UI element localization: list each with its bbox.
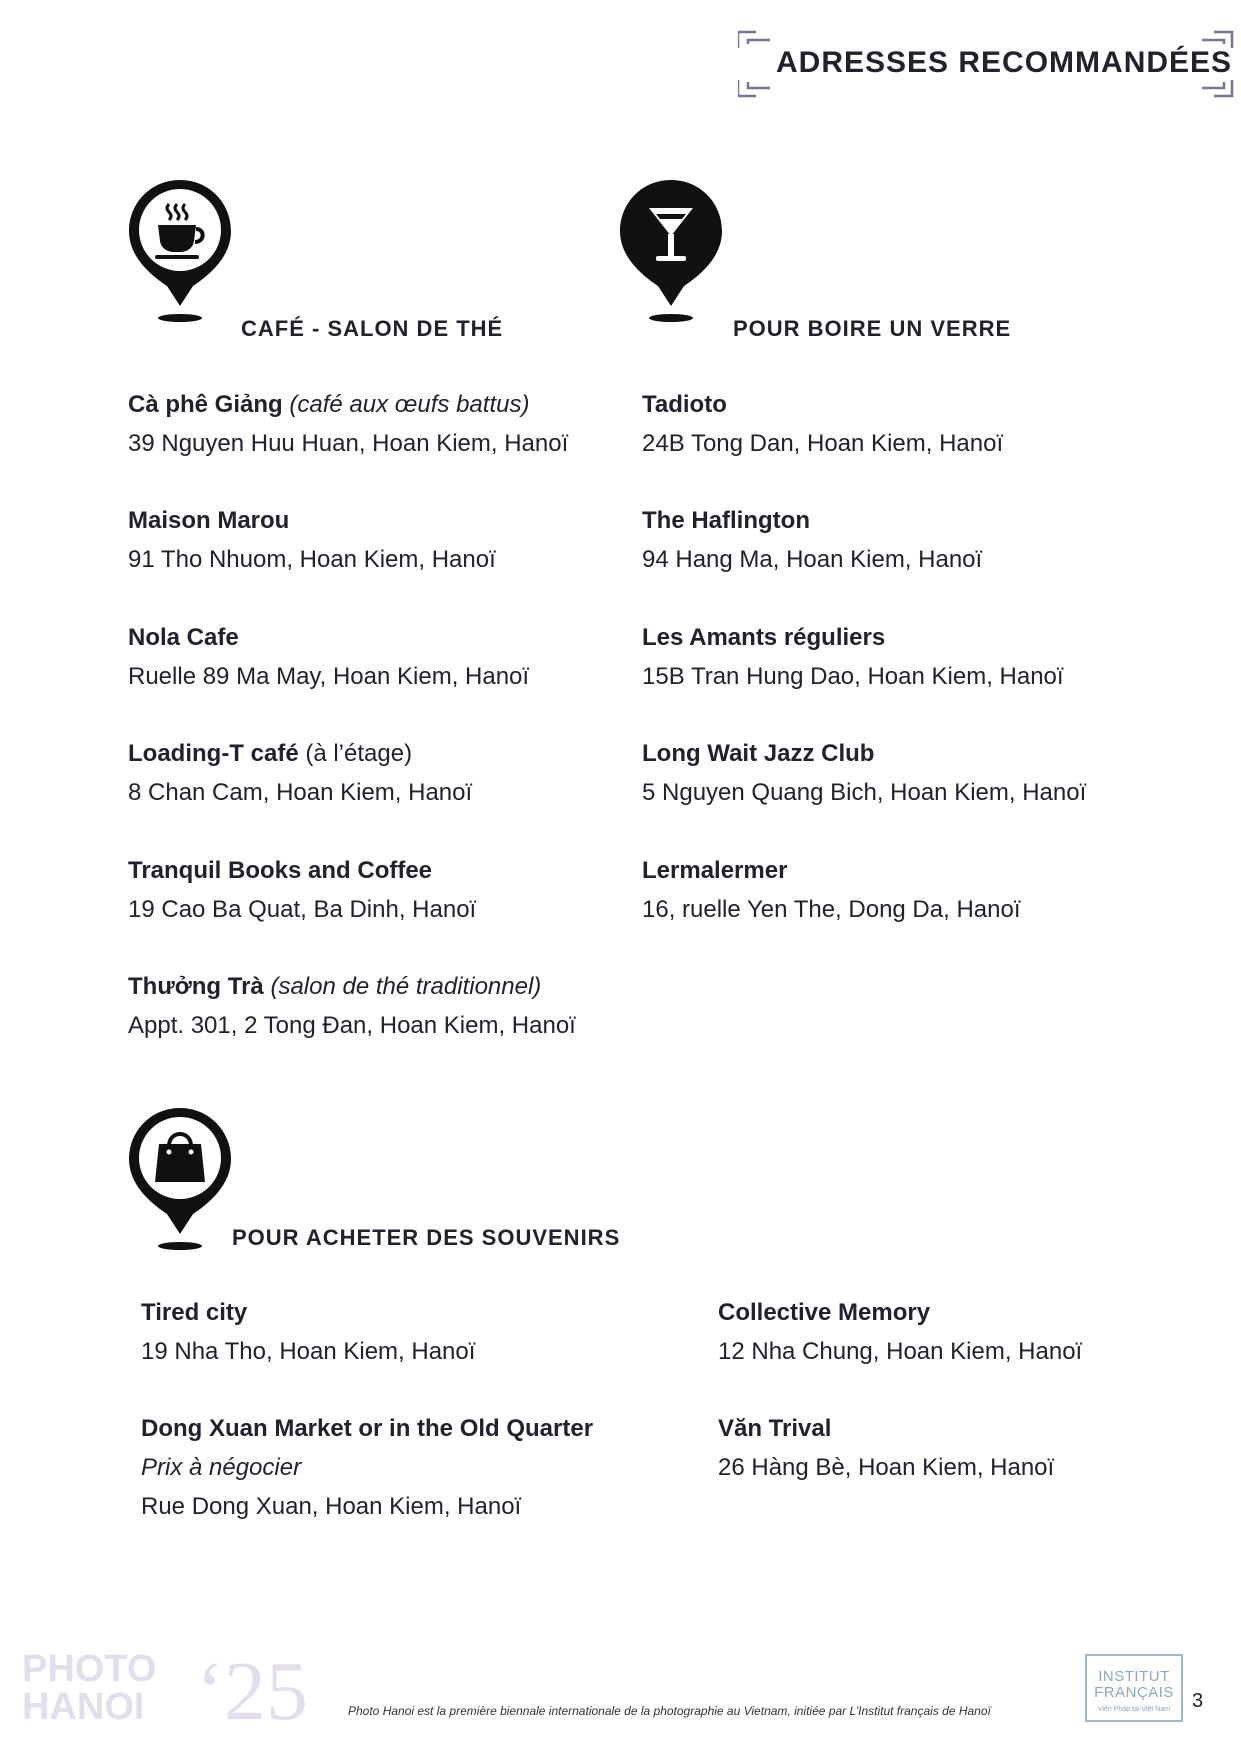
page-header — [738, 30, 1234, 98]
venue-address: 8 Chan Cam, Hoan Kiem, Hanoï — [128, 779, 473, 806]
venue-name: Long Wait Jazz Club — [642, 740, 875, 767]
venue-name: The Haflington — [642, 507, 810, 534]
photo-hanoi-logo — [20, 1645, 340, 1725]
coffee-pin-icon — [127, 178, 233, 324]
list-item — [128, 385, 568, 463]
venue-name: Maison Marou — [128, 507, 290, 534]
logo-line-hanoi: HANOI — [22, 1686, 145, 1725]
venue-address: 26 Hàng Bè, Hoan Kiem, Hanoï — [718, 1454, 1055, 1481]
venue-name: Tired city — [141, 1299, 248, 1326]
venue-note: (à l’étage) — [305, 740, 413, 767]
venue-name: Thưởng Trà — [128, 973, 264, 1000]
list-item — [128, 851, 476, 929]
venue-name: Lermalermer — [642, 857, 788, 884]
venue-address: 12 Nha Chung, Hoan Kiem, Hanoï — [718, 1338, 1083, 1365]
list-item — [128, 501, 496, 579]
venue-name: Nola Cafe — [128, 624, 239, 651]
venue-address: Ruelle 89 Ma May, Hoan Kiem, Hanoï — [128, 663, 530, 690]
venue-name: Văn Trival — [718, 1415, 832, 1442]
institute-line-3: Viện Pháp tại Việt Nam — [1097, 1706, 1171, 1713]
section-title-souvenirs: POUR ACHETER DES SOUVENIRS — [232, 1225, 621, 1250]
list-item — [128, 734, 472, 812]
venue-address: Rue Dong Xuan, Hoan Kiem, Hanoï — [141, 1493, 522, 1520]
institute-line-1: INSTITUT — [1098, 1668, 1170, 1685]
venue-note: (café aux œufs battus) — [289, 391, 530, 418]
list-item — [718, 1409, 1054, 1487]
list-item — [642, 385, 1003, 463]
venue-address: 15B Tran Hung Dao, Hoan Kiem, Hanoï — [642, 663, 1064, 690]
venue-note: (salon de thé traditionnel) — [270, 973, 542, 1000]
venue-address: 91 Tho Nhuom, Hoan Kiem, Hanoï — [128, 546, 496, 573]
venue-address: 16, ruelle Yen The, Dong Da, Hanoï — [642, 896, 1021, 923]
venue-note: Prix à négocier — [141, 1454, 302, 1481]
section-title-cafe: CAFÉ - SALON DE THÉ — [241, 316, 504, 341]
page-title: ADRESSES RECOMMANDÉES — [776, 46, 1233, 79]
list-item — [642, 501, 982, 579]
shopping-bag-pin-icon — [127, 1106, 233, 1252]
logo-year: ‘25 — [196, 1645, 308, 1725]
footer-note: Photo Hanoi est la première biennale internationale de la photographie au Vietnam, initiée par L’Institut français de Hanoï — [348, 1704, 991, 1718]
cocktail-pin-icon — [618, 178, 724, 324]
list-item — [141, 1293, 475, 1371]
section-title-drinks: POUR BOIRE UN VERRE — [733, 316, 1012, 341]
venue-name: Tadioto — [642, 391, 727, 418]
venue-address: Appt. 301, 2 Tong Đan, Hoan Kiem, Hanoï — [128, 1012, 576, 1039]
venue-address: 5 Nguyen Quang Bich, Hoan Kiem, Hanoï — [642, 779, 1087, 806]
list-item — [128, 618, 529, 696]
logo-line-photo: PHOTO — [22, 1648, 157, 1690]
venue-name: Loading-T café — [128, 740, 299, 767]
venue-address: 24B Tong Dan, Hoan Kiem, Hanoï — [642, 430, 1004, 457]
list-item — [642, 734, 1086, 812]
list-item — [642, 618, 1064, 696]
institut-francais-logo — [1085, 1654, 1183, 1722]
list-item — [128, 967, 576, 1045]
venue-address: 19 Cao Ba Quat, Ba Dinh, Hanoï — [128, 896, 477, 923]
list-item — [141, 1409, 593, 1526]
venue-name: Cà phê Giảng — [128, 391, 283, 418]
venue-name: Les Amants réguliers — [642, 624, 886, 651]
list-item — [718, 1293, 1082, 1371]
venue-address: 39 Nguyen Huu Huan, Hoan Kiem, Hanoï — [128, 430, 569, 457]
venue-name: Tranquil Books and Coffee — [128, 857, 433, 884]
venue-address: 19 Nha Tho, Hoan Kiem, Hanoï — [141, 1338, 476, 1365]
institute-line-2: FRANÇAIS — [1094, 1684, 1174, 1701]
page-number: 3 — [1192, 1690, 1204, 1712]
venue-address: 94 Hang Ma, Hoan Kiem, Hanoï — [642, 546, 983, 573]
list-item — [642, 851, 1021, 929]
venue-name: Collective Memory — [718, 1299, 931, 1326]
venue-name: Dong Xuan Market or in the Old Quarter — [141, 1415, 594, 1442]
